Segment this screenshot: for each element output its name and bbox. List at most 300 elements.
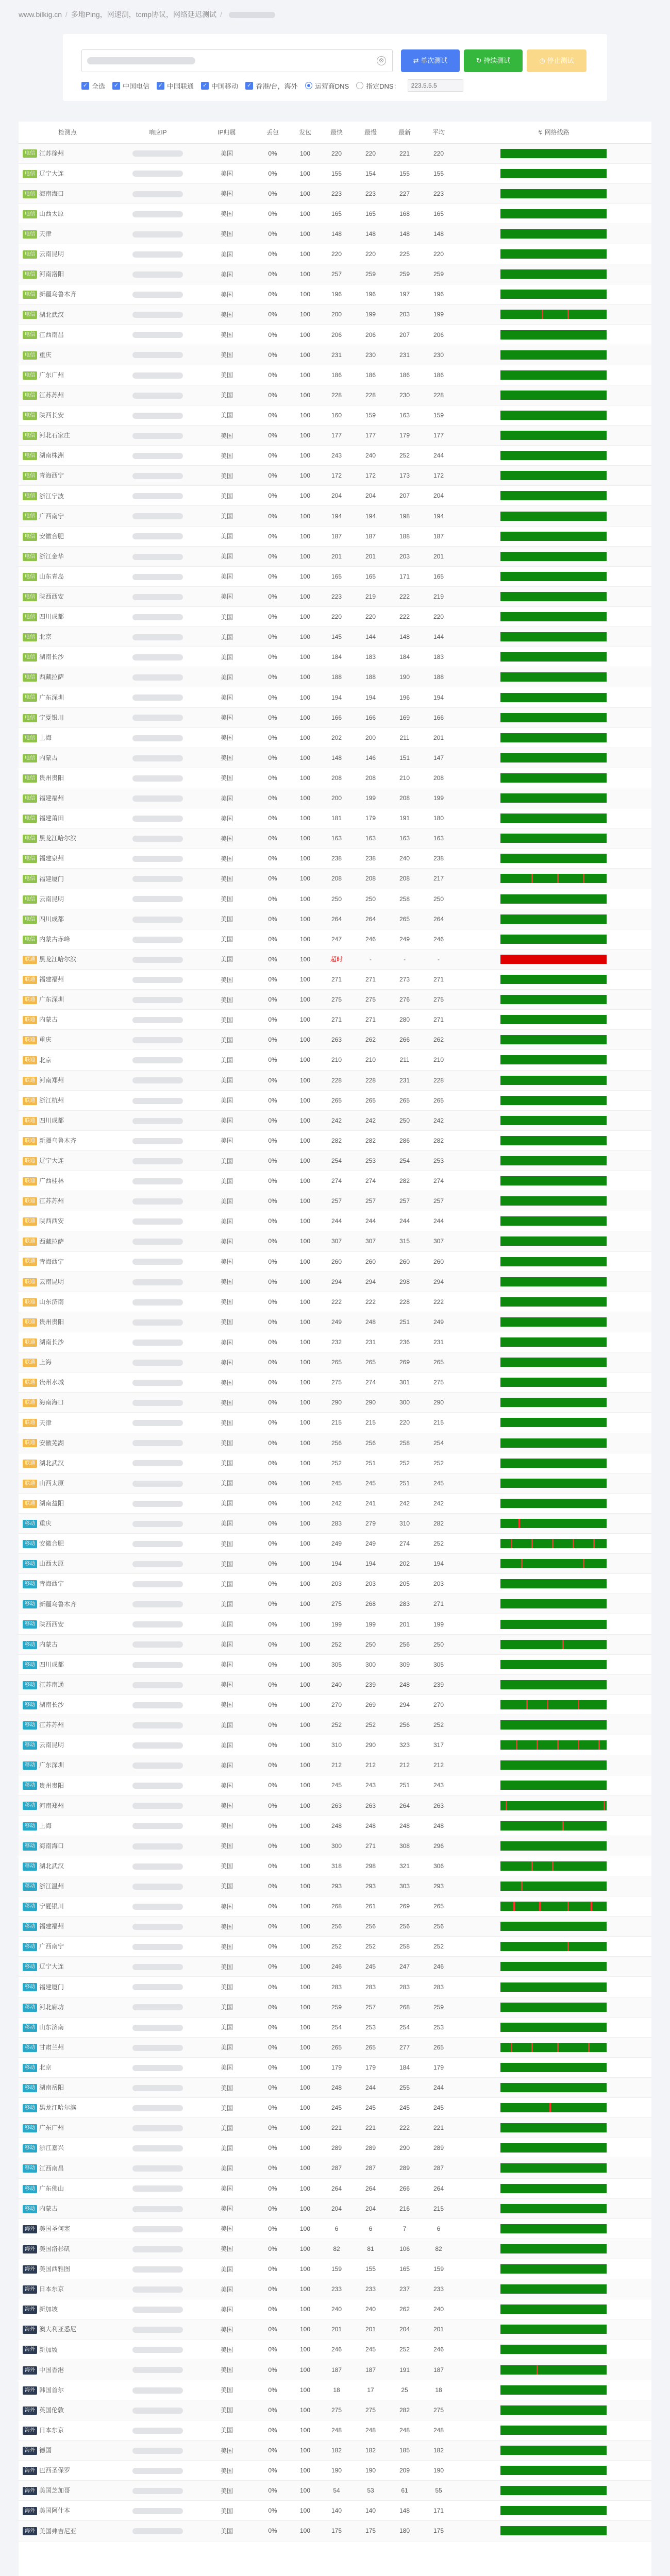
response-ip-cell	[116, 2400, 199, 2420]
response-ip-cell	[116, 1493, 199, 1513]
isp-tag: 电信	[23, 432, 37, 440]
latest-cell: 269	[388, 1352, 422, 1372]
latest-cell: 286	[388, 1130, 422, 1150]
fastest-cell: 201	[320, 546, 354, 566]
latency-bar	[500, 1781, 607, 1790]
sent-cell: 100	[291, 667, 320, 687]
latency-bar	[500, 693, 607, 702]
sent-cell: 100	[291, 969, 320, 989]
latency-graph-cell	[456, 2380, 651, 2400]
fastest-cell: 194	[320, 1554, 354, 1574]
latency-bar	[500, 2043, 607, 2052]
table-row	[19, 163, 651, 183]
fastest-cell: 245	[320, 1473, 354, 1493]
average-cell: 296	[422, 1836, 456, 1856]
ip-region-cell: 美国	[199, 2360, 255, 2380]
fastest-cell: 259	[320, 1997, 354, 2017]
average-cell: 289	[422, 2138, 456, 2158]
table-row	[19, 2057, 651, 2077]
latency-graph-cell	[456, 163, 651, 183]
loss-cell: 0%	[255, 1836, 291, 1856]
loss-cell: 0%	[255, 1010, 291, 1030]
col-header-loss[interactable]: 丢包	[255, 122, 291, 143]
latency-bar	[500, 2063, 607, 2072]
ip-region-cell: 美国	[199, 808, 255, 828]
latency-graph-cell	[456, 2178, 651, 2198]
latency-graph-cell	[456, 1574, 651, 1594]
isp-tag: 电信	[23, 855, 37, 863]
fastest-cell: 208	[320, 768, 354, 788]
slowest-cell: 220	[354, 607, 388, 627]
loss-cell: 0%	[255, 1070, 291, 1090]
location-cell	[19, 345, 116, 365]
col-header-latest[interactable]: 最新	[388, 122, 422, 143]
slowest-cell: 256	[354, 1433, 388, 1453]
latency-graph-cell	[456, 1775, 651, 1795]
location-cell	[19, 2017, 116, 2037]
sent-cell: 100	[291, 2380, 320, 2400]
ip-region-cell: 美国	[199, 990, 255, 1010]
latest-cell: 208	[388, 788, 422, 808]
response-ip-cell	[116, 1292, 199, 1312]
fastest-cell: 187	[320, 526, 354, 546]
response-ip-cell	[116, 2178, 199, 2198]
loss-cell: 0%	[255, 2521, 291, 2541]
latency-graph-cell	[456, 2521, 651, 2541]
ip-obscured	[132, 2468, 183, 2474]
latency-bar	[500, 1740, 607, 1750]
isp-tag: 联通	[23, 1419, 37, 1427]
location-cell	[19, 990, 116, 1010]
table-row	[19, 1393, 651, 1413]
col-header-average[interactable]: 平均	[422, 122, 456, 143]
location-name: 山东青岛	[39, 572, 64, 580]
response-ip-cell	[116, 727, 199, 748]
sent-cell: 100	[291, 1312, 320, 1332]
response-ip-cell	[116, 466, 199, 486]
response-ip-cell	[116, 1694, 199, 1715]
latency-spike	[549, 2103, 551, 2112]
checkbox-telecom[interactable]: ✓ 中国电信	[112, 81, 149, 91]
checkbox-mobile[interactable]: ✓ 中国移动	[201, 81, 238, 91]
latency-bar	[500, 652, 607, 662]
isp-tag: 移动	[23, 1963, 37, 1971]
average-cell: 317	[422, 1735, 456, 1755]
latest-cell: 155	[388, 163, 422, 183]
slowest-cell: 228	[354, 1070, 388, 1090]
average-cell: 204	[422, 486, 456, 506]
location-cell	[19, 2239, 116, 2259]
latest-cell: 222	[388, 607, 422, 627]
ip-obscured	[132, 1843, 183, 1850]
table-row	[19, 1433, 651, 1453]
col-header-location[interactable]: 检测点	[19, 122, 116, 143]
location-name: 江苏苏州	[39, 391, 64, 399]
table-row	[19, 2319, 651, 2340]
ip-obscured	[132, 1299, 183, 1306]
fastest-cell: 175	[320, 2521, 354, 2541]
response-ip-cell	[116, 1352, 199, 1372]
fastest-cell: 165	[320, 566, 354, 586]
isp-tag: 移动	[23, 1560, 37, 1568]
response-ip-cell	[116, 2279, 199, 2299]
slowest-cell: 246	[354, 929, 388, 949]
ip-region-cell: 美国	[199, 2481, 255, 2501]
loss-cell: 0%	[255, 2319, 291, 2340]
col-header-ip-region[interactable]: IP归属	[199, 122, 255, 143]
slowest-cell: 223	[354, 183, 388, 204]
latest-cell: 208	[388, 869, 422, 889]
sent-cell: 100	[291, 647, 320, 667]
ip-obscured	[132, 1178, 183, 1184]
table-row	[19, 2198, 651, 2218]
slowest-cell: 293	[354, 1876, 388, 1896]
table-row	[19, 647, 651, 667]
radio-isp-dns[interactable]: 运营商DNS	[305, 81, 349, 91]
average-cell: 228	[422, 1070, 456, 1090]
slowest-cell: 81	[354, 2239, 388, 2259]
slowest-cell: 220	[354, 244, 388, 264]
loss-cell: 0%	[255, 969, 291, 989]
average-cell: 243	[422, 1775, 456, 1795]
location-cell	[19, 1312, 116, 1332]
latest-cell: 184	[388, 2057, 422, 2077]
latest-cell: 290	[388, 2138, 422, 2158]
average-cell: 256	[422, 1917, 456, 1937]
ip-region-cell: 美国	[199, 1957, 255, 1977]
loss-cell: 0%	[255, 949, 291, 969]
loss-cell: 0%	[255, 2037, 291, 2057]
latest-cell: 228	[388, 1292, 422, 1312]
latency-graph-cell	[456, 667, 651, 687]
average-cell: 55	[422, 2481, 456, 2501]
ip-region-cell: 美国	[199, 1795, 255, 1816]
latest-cell: 106	[388, 2239, 422, 2259]
slowest-cell: 265	[354, 1352, 388, 1372]
loss-cell: 0%	[255, 2400, 291, 2420]
location-cell	[19, 607, 116, 627]
ip-obscured	[132, 292, 183, 298]
ip-obscured	[132, 1017, 183, 1023]
sent-cell: 100	[291, 204, 320, 224]
target-host-input[interactable]	[81, 49, 393, 72]
dns-input[interactable]: 223.5.5.5	[408, 79, 463, 92]
latency-bar	[500, 1680, 607, 1689]
latency-bar	[500, 2304, 607, 2314]
sent-cell: 100	[291, 1110, 320, 1130]
response-ip-cell	[116, 1312, 199, 1332]
isp-tag: 移动	[23, 1641, 37, 1649]
loss-cell: 0%	[255, 1413, 291, 1433]
fastest-cell: 148	[320, 224, 354, 244]
fastest-cell: 264	[320, 2178, 354, 2198]
latest-cell: 222	[388, 2118, 422, 2138]
latest-cell: 256	[388, 1917, 422, 1937]
table-row	[19, 526, 651, 546]
location-cell	[19, 889, 116, 909]
latency-bar	[500, 532, 607, 541]
checkbox-icon: ✓	[157, 82, 164, 90]
table-row	[19, 1130, 651, 1150]
average-cell: 262	[422, 1030, 456, 1050]
location-cell	[19, 1856, 116, 1876]
ip-obscured	[132, 1279, 183, 1285]
loss-cell: 0%	[255, 2178, 291, 2198]
location-cell	[19, 325, 116, 345]
response-ip-cell	[116, 385, 199, 405]
latest-cell: 300	[388, 1393, 422, 1413]
latency-graph-cell	[456, 1453, 651, 1473]
ip-obscured	[132, 1803, 183, 1809]
sent-cell: 100	[291, 2279, 320, 2299]
latency-bar	[500, 1882, 607, 1891]
latency-bar	[500, 733, 607, 742]
location-name: 陕西西安	[39, 593, 64, 601]
loss-cell: 0%	[255, 2299, 291, 2319]
location-cell	[19, 2440, 116, 2460]
latency-graph-cell	[456, 1534, 651, 1554]
fastest-cell: 220	[320, 607, 354, 627]
sent-cell: 100	[291, 405, 320, 425]
latency-graph-cell	[456, 325, 651, 345]
ip-obscured	[132, 1360, 183, 1366]
ip-obscured	[132, 2387, 183, 2394]
ip-obscured	[132, 795, 183, 802]
breadcrumb-home[interactable]: www.bilkig.cn	[19, 10, 62, 19]
slowest-cell: 238	[354, 849, 388, 869]
latency-bar	[500, 2526, 607, 2535]
slowest-cell: 268	[354, 1594, 388, 1614]
ip-region-cell: 美国	[199, 1937, 255, 1957]
ip-region-cell: 美国	[199, 1534, 255, 1554]
isp-tag: 电信	[23, 673, 37, 682]
ip-region-cell: 美国	[199, 647, 255, 667]
ip-obscured	[132, 1400, 183, 1406]
col-header-line[interactable]: ↯ 网络线路	[456, 122, 651, 143]
latency-bar	[500, 229, 607, 239]
checkbox-select-all[interactable]: ✓ 全选	[81, 81, 105, 91]
average-cell: 147	[422, 748, 456, 768]
loss-cell: 0%	[255, 1231, 291, 1251]
table-row	[19, 1150, 651, 1171]
radio-custom-dns[interactable]: 指定DNS：	[356, 81, 400, 91]
latency-graph-cell	[456, 2440, 651, 2460]
col-header-sent[interactable]: 发包	[291, 122, 320, 143]
location-name: 西藏拉萨	[39, 673, 64, 681]
loss-cell: 0%	[255, 1110, 291, 1130]
latest-cell: 230	[388, 385, 422, 405]
latency-graph-cell	[456, 1030, 651, 1050]
ip-obscured	[132, 634, 183, 640]
location-cell	[19, 1775, 116, 1795]
ip-obscured	[132, 1239, 183, 1245]
latency-graph-cell	[456, 244, 651, 264]
ip-region-cell: 美国	[199, 2158, 255, 2178]
loss-cell: 0%	[255, 2098, 291, 2118]
sent-cell: 100	[291, 1393, 320, 1413]
stop-test-button[interactable]: ◷ 停止测试	[527, 49, 587, 72]
response-ip-cell	[116, 426, 199, 446]
loss-cell: 0%	[255, 909, 291, 929]
isp-tag: 移动	[23, 2024, 37, 2032]
table-row	[19, 2360, 651, 2380]
latest-cell: 266	[388, 1030, 422, 1050]
latency-bar	[500, 2325, 607, 2334]
latency-bar	[500, 1519, 607, 1528]
response-ip-cell	[116, 345, 199, 365]
isp-tag: 电信	[23, 774, 37, 783]
latest-cell: 210	[388, 768, 422, 788]
response-ip-cell	[116, 1917, 199, 1937]
ip-obscured	[132, 191, 183, 197]
sent-cell: 100	[291, 707, 320, 727]
loss-cell: 0%	[255, 546, 291, 566]
average-cell: 166	[422, 707, 456, 727]
average-cell: 242	[422, 1110, 456, 1130]
ip-region-cell: 美国	[199, 1997, 255, 2017]
location-cell	[19, 1554, 116, 1574]
fastest-cell: 220	[320, 143, 354, 163]
average-cell: 240	[422, 2299, 456, 2319]
table-row	[19, 1513, 651, 1533]
location-cell	[19, 707, 116, 727]
latest-cell: 251	[388, 1473, 422, 1493]
col-header-ip[interactable]: 响应IP	[116, 122, 199, 143]
loss-cell: 0%	[255, 1453, 291, 1473]
location-name: 浙江温州	[39, 1883, 64, 1890]
ip-region-cell: 美国	[199, 1816, 255, 1836]
table-row	[19, 1957, 651, 1977]
sent-cell: 100	[291, 1070, 320, 1090]
slowest-cell: 182	[354, 2440, 388, 2460]
fastest-cell: 160	[320, 405, 354, 425]
location-name: 安徽芜湖	[39, 1439, 64, 1447]
slowest-cell: 261	[354, 1896, 388, 1917]
isp-tag: 联通	[23, 1056, 37, 1064]
response-ip-cell	[116, 1251, 199, 1272]
fastest-cell: 6	[320, 2218, 354, 2239]
loss-cell: 0%	[255, 929, 291, 949]
average-cell: 249	[422, 1312, 456, 1332]
response-ip-cell	[116, 2420, 199, 2440]
latency-bar	[500, 914, 607, 924]
isp-tag: 电信	[23, 734, 37, 742]
isp-tag: 电信	[23, 573, 37, 581]
loss-cell: 0%	[255, 1433, 291, 1453]
latency-graph-cell	[456, 869, 651, 889]
clear-icon[interactable]: ⊗	[377, 56, 386, 65]
ip-region-cell: 美国	[199, 1775, 255, 1795]
fastest-cell: 290	[320, 1393, 354, 1413]
latency-bar	[500, 1398, 607, 1407]
fastest-cell: 208	[320, 869, 354, 889]
loss-cell: 0%	[255, 284, 291, 304]
latency-bar	[500, 269, 607, 279]
sent-cell: 100	[291, 2017, 320, 2037]
table-row	[19, 2017, 651, 2037]
location-cell	[19, 2299, 116, 2319]
latency-graph-cell	[456, 808, 651, 828]
latency-bar	[500, 814, 607, 823]
col-header-fastest[interactable]: 最快	[320, 122, 354, 143]
latency-bar	[500, 1962, 607, 1971]
sent-cell: 100	[291, 1292, 320, 1312]
ip-obscured	[132, 2428, 183, 2434]
location-name: 内蒙古赤峰	[39, 935, 71, 943]
table-row	[19, 909, 651, 929]
average-cell: 306	[422, 1856, 456, 1876]
response-ip-cell	[116, 1775, 199, 1795]
latency-bar	[500, 2143, 607, 2153]
loss-cell: 0%	[255, 204, 291, 224]
location-cell	[19, 1352, 116, 1372]
slowest-cell: 222	[354, 1292, 388, 1312]
latency-graph-cell	[456, 1272, 651, 1292]
single-test-button[interactable]: ⇄ 单次测试	[401, 49, 460, 72]
checkbox-unicom[interactable]: ✓ 中国联通	[157, 81, 194, 91]
isp-tag: 海外	[23, 2427, 37, 2435]
location-cell	[19, 2340, 116, 2360]
latency-bar	[500, 955, 607, 964]
latency-bar	[500, 1378, 607, 1387]
latency-bar	[500, 169, 607, 178]
ip-region-cell: 美国	[199, 2259, 255, 2279]
ip-region-cell: 美国	[199, 1090, 255, 1110]
slowest-cell: 244	[354, 1211, 388, 1231]
checkbox-overseas[interactable]: ✓ 香港/台，海外	[245, 81, 298, 91]
response-ip-cell	[116, 2138, 199, 2158]
loss-cell: 0%	[255, 506, 291, 526]
fastest-cell: 165	[320, 204, 354, 224]
table-row	[19, 1211, 651, 1231]
loss-cell: 0%	[255, 1574, 291, 1594]
sent-cell: 100	[291, 2420, 320, 2440]
loss-cell: 0%	[255, 627, 291, 647]
loss-cell: 0%	[255, 1352, 291, 1372]
latency-bar	[500, 2426, 607, 2435]
latency-graph-cell	[456, 1917, 651, 1937]
isp-tag: 移动	[23, 2044, 37, 2052]
latency-graph-cell	[456, 1997, 651, 2017]
response-ip-cell	[116, 1372, 199, 1393]
latency-bar	[500, 1559, 607, 1568]
latency-graph-cell	[456, 1694, 651, 1715]
slowest-cell: 264	[354, 909, 388, 929]
loss-cell: 0%	[255, 1977, 291, 1997]
sent-cell: 100	[291, 1937, 320, 1957]
isp-tag: 移动	[23, 2124, 37, 2132]
loss-cell: 0%	[255, 2501, 291, 2521]
latency-bar	[500, 2023, 607, 2032]
table-row	[19, 707, 651, 727]
slowest-cell: 219	[354, 586, 388, 606]
isp-tag: 海外	[23, 2346, 37, 2354]
ip-obscured	[132, 1420, 183, 1426]
fastest-cell: 252	[320, 1937, 354, 1957]
response-ip-cell	[116, 2481, 199, 2501]
continuous-test-button[interactable]: ↻ 持续测试	[464, 49, 523, 72]
table-row	[19, 2259, 651, 2279]
col-header-slowest[interactable]: 最慢	[354, 122, 388, 143]
table-row	[19, 183, 651, 204]
table-row	[19, 1816, 651, 1836]
location-name: 陕西西安	[39, 1620, 64, 1628]
fastest-cell: 82	[320, 2239, 354, 2259]
location-name: 山东济南	[39, 1298, 64, 1306]
latency-bar	[500, 330, 607, 340]
average-cell: 248	[422, 2420, 456, 2440]
ip-obscured	[132, 957, 183, 963]
